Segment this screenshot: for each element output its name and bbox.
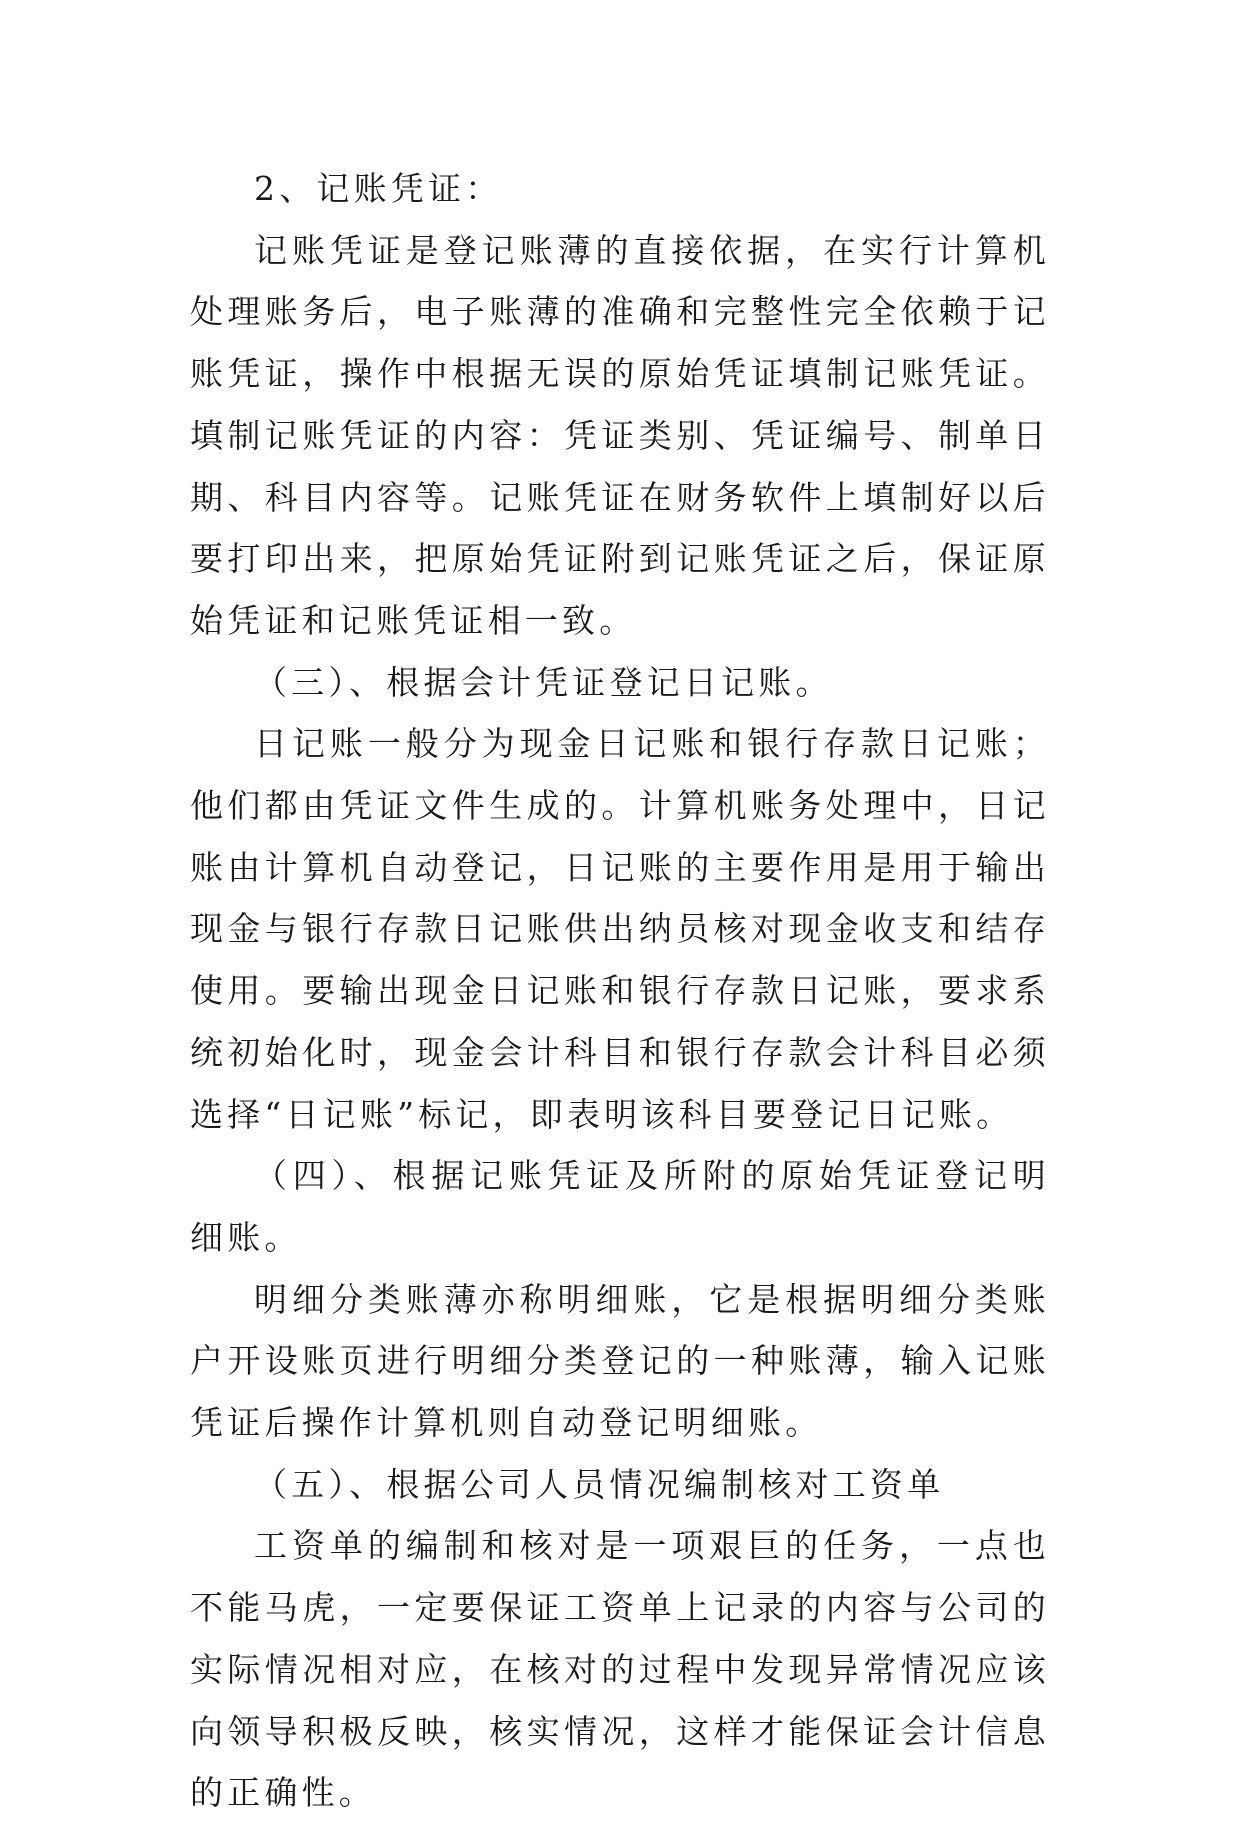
paragraph-ledger: 明细分类账薄亦称明细账，它是根据明细分类账户开设账页进行明细分类登记的一种账薄，输入记账凭证后操作计算机则自动登记明细账。 [190,1279,1050,1443]
paragraph-voucher: 记账凭证是登记账薄的直接依据，在实行计算机处理账务后，电子账薄的准确和完整性完全依赖于记账凭证，操作中根据无误的原始凭证填制记账凭证。填制记账凭证的内容：凭证类别、凭证编号、制单日期、科目内容等。记账凭证在财务软件上填制好以后要打印出来，把原始凭证附到记账凭证之后，保证原始凭证和记账凭证相一致。 [190,230,1050,640]
paragraph-journal: 日记账一般分为现金日记账和银行存款日记账；他们都由凭证文件生成的。计算机账务处理中，日记账由计算机自动登记，日记账的主要作用是用于输出现金与银行存款日记账供出纳员核对现金收支和结存使用。要输出现金日记账和银行存款日记账，要求系统初始化时，现金会计科目和银行存款会计科目必须选择“日记账”标记，即表明该科目要登记日记账。 [190,724,1050,1134]
section-heading-payroll: （五）、根据公司人员情况编制核对工资单 [254,1464,945,1504]
document-body [190,158,1050,1824]
section-heading-ledger: （四）、根据记账凭证及所附的原始凭证登记明细账。 [190,1156,1050,1257]
section-heading-voucher: 2、记账凭证： [254,169,503,208]
paragraph-payroll: 工资单的编制和核对是一项艰巨的任务，一点也不能马虎，一定要保证工资单上记录的内容与公司的实际情况相对应，在核对的过程中发现异常情况应该向领导积极反映，核实情况，这样才能保证会计信息的正确性。 [190,1526,1050,1813]
section-heading-journal: （三）、根据会计凭证登记日记账。 [254,662,833,702]
